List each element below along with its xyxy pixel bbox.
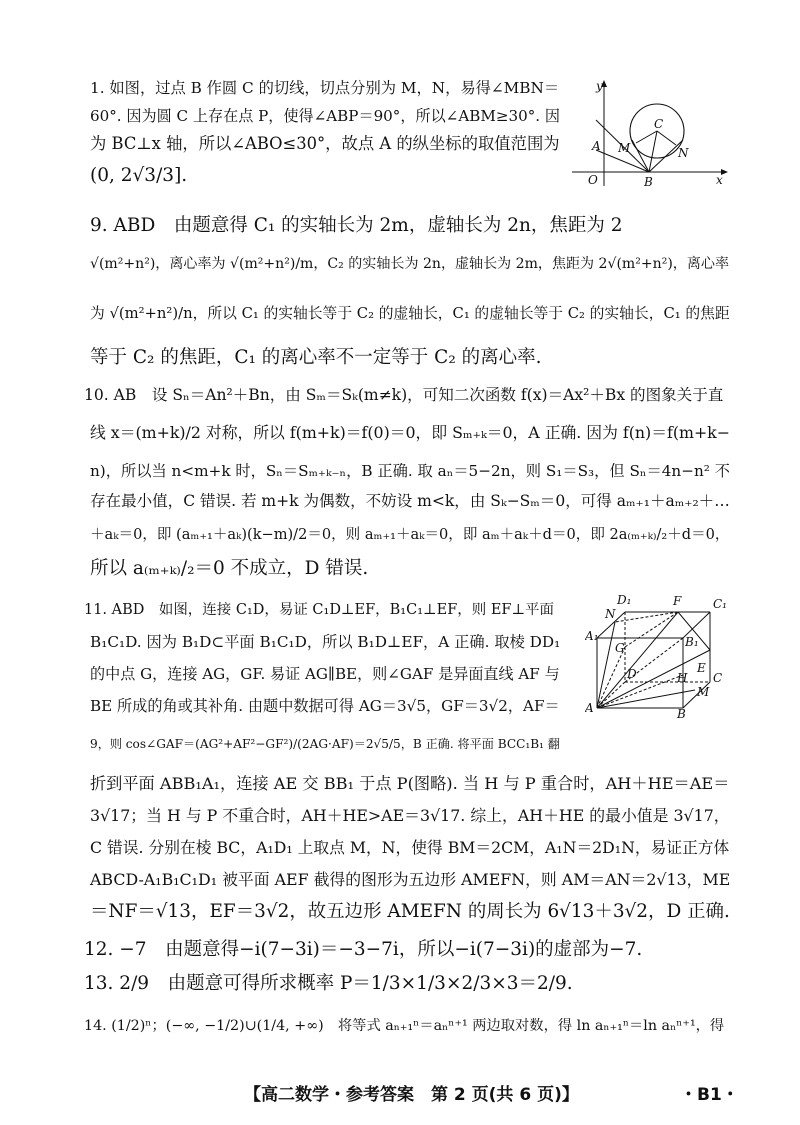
fig2-label: M xyxy=(697,685,710,699)
fig1-label: A xyxy=(592,139,601,153)
text-line: C 错误. 分别在棱 BC，A₁D₁ 上取点 M，N，使得 BM＝2CM，A₁N＝2D₁N，易证正方体 xyxy=(90,838,730,857)
footer-code: ・B1・ xyxy=(680,1085,739,1105)
fig2-label: E xyxy=(697,661,706,675)
text-line: 10. AB 设 Sₙ＝An²＋Bn，由 Sₘ＝Sₖ(m≠k)，可知二次函数 f(x)＝Ax²＋Bx 的图象关于直 xyxy=(84,386,724,404)
text-line: 3√17；当 H 与 P 不重合时，AH＋HE>AE＝3√17. 综上，AH＋HE 的最小值是 3√17， xyxy=(90,806,730,825)
text-line: 9，则 cos∠GAF＝(AG²+AF²−GF²)/(2AG·AF)＝2√5/5，B 正确. 将平面 BCC₁B₁ 翻 xyxy=(90,737,560,751)
fig1-label: O xyxy=(588,173,598,187)
text-line: B₁C₁D. 因为 B₁D⊂平面 B₁C₁D，所以 B₁D⊥EF，A 正确. 取棱 DD₁ xyxy=(90,633,561,651)
fig2-label: F xyxy=(673,594,682,608)
text-line: 等于 C₂ 的焦距，C₁ 的离心率不一定等于 C₂ 的离心率. xyxy=(90,347,542,368)
fig1-label: x xyxy=(716,173,723,187)
fig2-label: H xyxy=(677,671,688,685)
text-line: 60°. 因为圆 C 上存在点 P，使得∠ABP＝90°，所以∠ABM≥30°. 因 xyxy=(90,107,560,125)
fig2-label: D xyxy=(627,667,637,681)
text-line: 存在最小值，C 错误. 若 m+k 为偶数，不妨设 m<k，由 Sₖ−Sₘ＝0，可得 aₘ₊₁＋aₘ₊₂＋… xyxy=(90,492,730,510)
fig2-label: B₁ xyxy=(685,635,699,649)
fig2-label: A xyxy=(585,701,594,715)
text-line: 11. ABD 如图，连接 C₁D，易证 C₁D⊥EF，B₁C₁⊥EF，则 EF⊥平面 xyxy=(84,602,555,618)
text-line: 12. −7 由题意得−i(7−3i)＝−3−7i，所以−i(7−3i)的虚部为−7. xyxy=(84,939,643,960)
text-line: 9. ABD 由题意得 C₁ 的实轴长为 2m，虚轴长为 2n，焦距为 2 xyxy=(90,215,623,236)
circle-tangent-figure xyxy=(568,78,730,190)
fig2-label: C₁ xyxy=(713,597,727,611)
text-line: √(m²+n²)，离心率为 √(m²+n²)/m，C₂ 的实轴长为 2n，虚轴长为 2m，焦距为 2√(m²+n²)，离心率 xyxy=(90,256,729,272)
footer-title: 【高二数学・参考答案 第 2 页(共 6 页)】 xyxy=(244,1085,579,1105)
text-line: 13. 2/9 由题意可得所求概率 P＝1/3×1/3×2/3×3＝2/9. xyxy=(84,973,573,994)
text-line: ＋aₖ＝0，即 (aₘ₊₁＋aₖ)(k−m)/2＝0，则 aₘ₊₁＋aₖ＝0，即 aₘ＋aₖ＋d＝0，即 2a₍ₘ₊ₖ₎/₂＋d＝0， xyxy=(90,526,730,543)
text-line: 14. (1/2)ⁿ；(−∞, −1/2)∪(1/4, +∞) 将等式 aₙ₊₁ⁿ＝aₙⁿ⁺¹ 两边取对数，得 ln aₙ₊₁ⁿ＝ln aₙⁿ⁺¹，得 xyxy=(84,1018,725,1034)
fig2-label: N xyxy=(605,607,616,621)
text-line: ABCD-A₁B₁C₁D₁ 被平面 AEF 截得的图形为五边形 AMEFN，则 AM＝AN＝2√13，ME xyxy=(90,870,731,889)
text-line: n)，所以当 n<m+k 时，Sₙ＝Sₘ₊ₖ₋ₙ，B 正确. 取 aₙ＝5−2n，则 S₁＝S₃，但 Sₙ＝4n−n² 不 xyxy=(90,462,730,480)
text-line: BE 所成的角或其补角. 由题中数据可得 AG＝3√5，GF＝3√2，AF＝ xyxy=(90,697,560,715)
cube-figure xyxy=(585,590,735,720)
text-line: ＝NF＝√13，EF＝3√2，故五边形 AMEFN 的周长为 6√13＋3√2，D 正确. xyxy=(90,901,730,922)
text-line: 所以 a₍ₘ₊ₖ₎/₂＝0 不成立，D 错误. xyxy=(90,558,369,579)
fig2-label: B xyxy=(677,707,686,720)
fig1-label: M xyxy=(618,141,631,155)
fig1-label: B xyxy=(644,175,653,189)
fig2-label: G xyxy=(615,641,625,655)
fig2-label: C xyxy=(713,671,723,685)
text-line: 折到平面 ABB₁A₁，连接 AE 交 BB₁ 于点 P(图略). 当 H 与 P 重合时，AH＋HE＝AE＝ xyxy=(90,774,730,793)
fig1-label: N xyxy=(678,146,689,160)
text-line: 为 √(m²+n²)/n，所以 C₁ 的实轴长等于 C₂ 的虚轴长，C₁ 的虚轴长等于 C₂ 的实轴长，C₁ 的焦距 xyxy=(90,305,730,322)
fig1-label: C xyxy=(654,117,664,131)
fig2-label: D₁ xyxy=(617,593,632,607)
fig1-label: y xyxy=(596,79,603,93)
text-line: (0, 2√3/3]. xyxy=(90,165,188,186)
text-line: 的中点 G，连接 AG，GF. 易证 AG∥BE，则∠GAF 是异面直线 AF 与 xyxy=(90,665,560,683)
text-line: 为 BC⊥x 轴，所以∠ABO≤30°，故点 A 的纵坐标的取值范围为 xyxy=(90,134,560,153)
fig2-label: A₁ xyxy=(585,629,599,643)
text-line: 1. 如图，过点 B 作圆 C 的切线，切点分别为 M，N，易得∠MBN＝ xyxy=(90,79,560,97)
text-line: 线 x＝(m+k)/2 对称，所以 f(m+k)＝f(0)＝0，即 Sₘ₊ₖ＝0，A 正确. 因为 f(n)＝f(m+k− xyxy=(90,423,730,442)
